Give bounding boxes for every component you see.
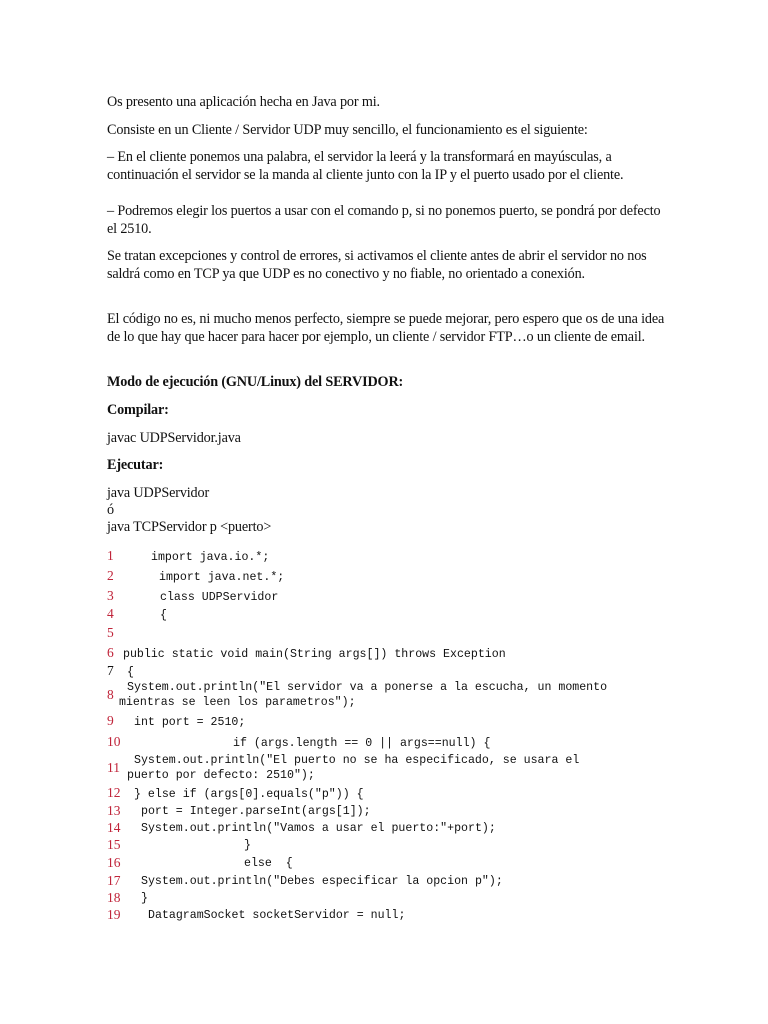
code-line: System.out.println("Vamos a usar el puerto:"+port);: [141, 822, 496, 835]
code-line: port = Integer.parseInt(args[1]);: [141, 805, 371, 818]
line-number: 12: [107, 785, 121, 800]
code-line: class UDPServidor: [160, 591, 279, 604]
line-number: 18: [107, 890, 121, 905]
line-number: 6: [107, 645, 114, 660]
code-line: DatagramSocket socketServidor = null;: [148, 909, 406, 922]
line-number: 8: [107, 687, 114, 702]
line-number: 1: [107, 548, 114, 563]
description-paragraph: Consiste en un Cliente / Servidor UDP muy sencillo, el funcionamiento es el siguiente:: [107, 122, 588, 138]
line-number: 10: [107, 734, 121, 749]
code-line: {: [127, 666, 134, 679]
compile-heading: Compilar:: [107, 402, 169, 418]
code-line: System.out.println("El puerto no se ha especificado, se usara el: [134, 754, 580, 767]
line-number: 3: [107, 588, 114, 603]
code-line: import java.io.*;: [151, 551, 270, 564]
disclaimer-paragraph: El código no es, ni mucho menos perfecto, siempre se puede mejorar, pero espero que os de una idea de lo que hay que hacer para hacer por ejemplo, un cliente / servidor FTP…o un cliente de email.: [107, 311, 665, 345]
line-number: 13: [107, 803, 121, 818]
run-command: java TCPServidor p <puerto>: [107, 519, 272, 535]
compile-command: javac UDPServidor.java: [107, 430, 241, 446]
code-line: if (args.length == 0 || args==null) {: [233, 737, 491, 750]
line-number: 9: [107, 713, 114, 728]
bullet-item: – Podremos elegir los puertos a usar con el comando p, si no ponemos puerto, se pondrá por defecto el 2510.: [107, 203, 661, 237]
code-line: public static void main(String args[]) throws Exception: [123, 648, 506, 661]
code-line: System.out.println("El servidor va a ponerse a la escucha, un momento: [127, 681, 608, 694]
code-line: System.out.println("Debes especificar la opcion p");: [141, 875, 503, 888]
line-number: 7: [107, 663, 114, 678]
line-number: 2: [107, 568, 114, 583]
code-line: import java.net.*;: [159, 571, 285, 584]
line-number: 15: [107, 837, 121, 852]
code-line: }: [244, 839, 251, 852]
code-line: }: [141, 892, 148, 905]
code-line: else {: [244, 857, 293, 870]
code-line: {: [160, 609, 167, 622]
mode-heading: Modo de ejecución (GNU/Linux) del SERVIDOR:: [107, 374, 404, 390]
line-number: 11: [107, 760, 120, 775]
line-number: 17: [107, 873, 121, 888]
exceptions-paragraph: Se tratan excepciones y control de errores, si activamos el cliente antes de abrir el servidor no nos saldrá como en TCP ya que UDP es no conectivo y no fiable, no orientado a conexión.: [107, 248, 647, 282]
code-line-continuation: mientras se leen los parametros");: [119, 696, 356, 709]
line-number: 5: [107, 625, 114, 640]
line-number: 16: [107, 855, 121, 870]
run-or-text: ó: [107, 502, 114, 518]
line-number: 4: [107, 606, 114, 621]
line-number: 19: [107, 907, 121, 922]
code-line-continuation: puerto por defecto: 2510");: [127, 769, 315, 782]
line-number: 14: [107, 820, 121, 835]
code-line: int port = 2510;: [134, 716, 246, 729]
run-heading: Ejecutar:: [107, 457, 164, 473]
intro-paragraph: Os presento una aplicación hecha en Java por mi.: [107, 94, 380, 110]
bullet-item: – En el cliente ponemos una palabra, el servidor la leerá y la transformará en mayúsculas, a continuación el servidor se la manda al cliente junto con la IP y el puerto usado por el cliente.: [107, 149, 624, 183]
code-line: } else if (args[0].equals("p")) {: [134, 788, 364, 801]
run-command: java UDPServidor: [107, 485, 210, 501]
